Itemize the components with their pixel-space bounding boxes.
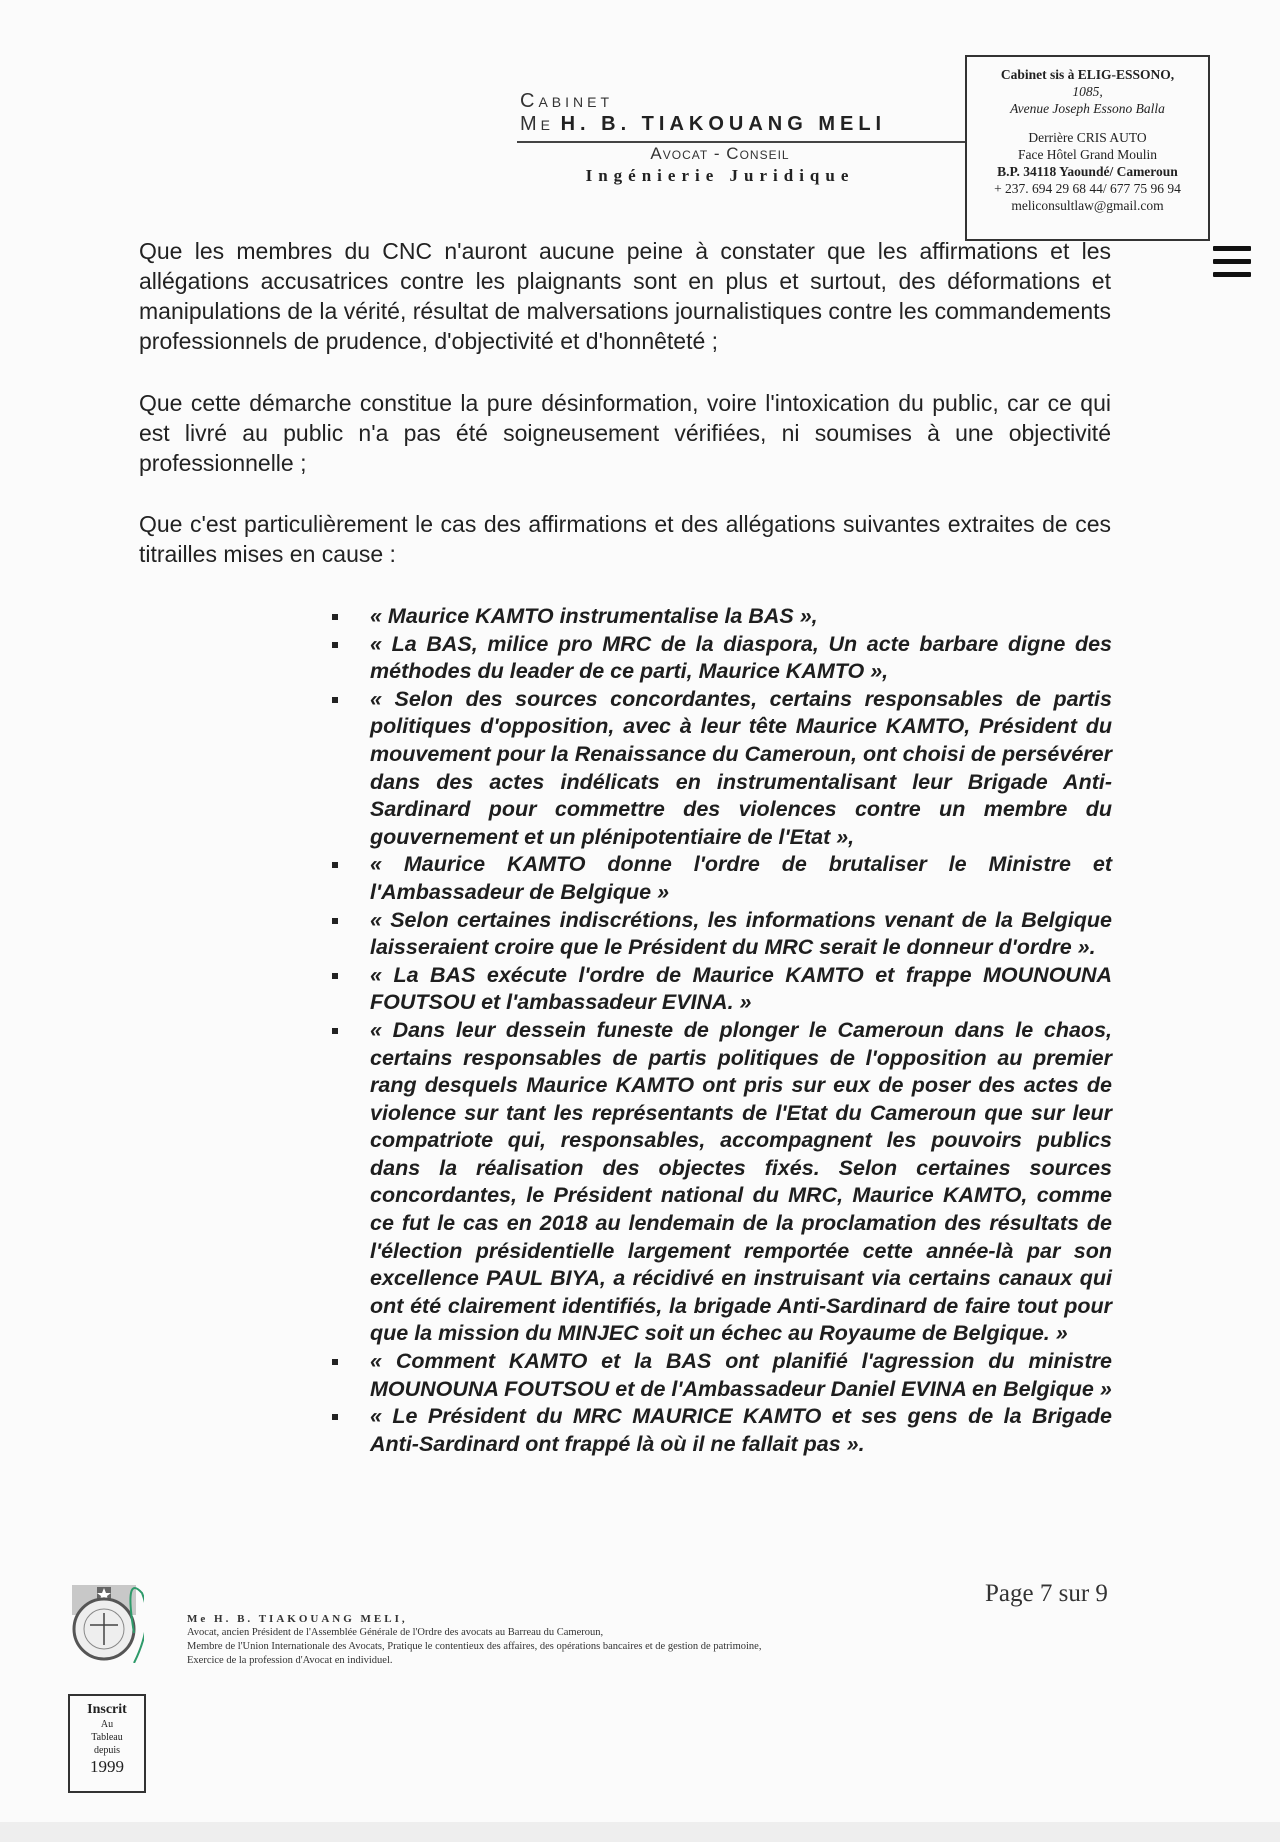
address-line: Face Hôtel Grand Moulin — [1017, 147, 1158, 162]
bar-seal-icon — [64, 1583, 144, 1663]
registration-label: Au — [100, 1719, 114, 1730]
footer-line: Exercice de la profession d'Avocat en individuel. — [187, 1655, 393, 1666]
email-line: meliconsultlaw@gmail.com — [1011, 198, 1164, 213]
footer-name: Me H. B. TIAKOUANG MELI, — [187, 1613, 408, 1625]
address-line: B.P. 34118 Yaoundé/ Cameroun — [997, 164, 1178, 179]
name-text: H. B. TIAKOUANG MELI — [560, 113, 887, 135]
address-line: 1085, — [1072, 84, 1103, 99]
quote-item: « La BAS, milice pro MRC de la diaspora, Un acte barbare digne des méthodes du leader de ce parti, Maurice KAMTO », — [330, 631, 1112, 686]
paragraph: Que les membres du CNC n'auront aucune peine à constater que les affirmations et les allégations accusatrices contre les plaignants sont en plus et surtout, des déformations et manipulations de la vérité, résultat de malversations journalistiques contre les commandements professionnels de prudence, d'objectivité et d'honnêteté ; — [139, 238, 1111, 354]
address-box — [965, 55, 1210, 241]
paragraph: Que c'est particulièrement le cas des affirmations et des allégations suivantes extraites de ces titrailles mises en cause : — [139, 511, 1111, 567]
footer-line: Membre de l'Union Internationale des Avocats, Pratique le contentieux des affaires, des opérations bancaires et de gestion de patrimoine, — [187, 1641, 762, 1652]
header-rule — [517, 141, 967, 143]
registration-year: 1999 — [90, 1757, 124, 1776]
lawyer-name — [520, 113, 930, 136]
cabinet-label: Cabinet — [520, 90, 614, 112]
address-line: Cabinet sis à ELIG-ESSONO, — [1000, 67, 1175, 82]
page-number: Page 7 sur 9 — [985, 1580, 1108, 1607]
phone-line: + 237. 694 29 68 44/ 677 75 96 94 — [994, 181, 1181, 196]
quote-list — [330, 603, 1112, 1458]
letterhead-title — [520, 90, 930, 136]
registration-label: Inscrit — [87, 1702, 127, 1717]
paragraph: Que cette démarche constitue la pure désinformation, voire l'intoxication du public, car ce qui est livré au public n'a pas été soigneusement vérifiées, ni soumises à une objectivité professionnelle ; — [139, 390, 1111, 476]
registration-label: depuis — [93, 1745, 121, 1756]
role-label: Avocat - Conseil — [650, 144, 790, 163]
quote-item: « Selon certaines indiscrétions, les informations venant de la Belgique laisseraient croire que le Président du MRC serait le donneur d'ordre ». — [330, 907, 1112, 962]
footer-line: Avocat, ancien Président de l'Assemblée Générale de l'Ordre des avocats au Barreau du Cameroun, — [187, 1627, 604, 1638]
quote-item: « Maurice KAMTO instrumentalise la BAS », — [330, 603, 1112, 631]
quote-item: « Le Président du MRC MAURICE KAMTO et ses gens de la Brigade Anti-Sardinard ont frappé là où il ne fallait pas ». — [330, 1403, 1112, 1458]
specialty-label: Ingénierie Juridique — [585, 166, 855, 185]
address-line: Derrière CRIS AUTO — [1028, 130, 1147, 145]
quote-item: « Dans leur dessein funeste de plonger le Cameroun dans le chaos, certains responsables de partis politiques de l'opposition au premier rang desquels Maurice KAMTO ont pris sur eux de poser des actes de violence sur tant les représentants de l'Etat du Cameroun que sur leur compatriote qui, responsables, accompagnent les pouvoirs publics dans la réalisation des objectes fixés. Selon certaines sources concordantes, le Président national du MRC, Maurice KAMTO, comme ce fut le cas en 2018 au lendemain de la proclamation des résultats de l'élection présidentielle largement remportée cette année-là par son excellence PAUL BIYA, a récidivé en instruisant via certains canaux qui ont été clairement identifiés, la brigade Anti-Sardinard de faire tout pour que la mission du MINJEC soit un échec au Royaume de Belgique. » — [330, 1017, 1112, 1348]
quote-item: « La BAS exécute l'ordre de Maurice KAMTO et frappe MOUNOUNA FOUTSOU et l'ambassadeur EVINA. » — [330, 962, 1112, 1017]
name-prefix: Me — [520, 113, 554, 135]
bottom-edge — [0, 1822, 1280, 1842]
menu-icon[interactable] — [1213, 246, 1251, 282]
address-line: Avenue Joseph Essono Balla — [1010, 101, 1165, 116]
quote-item: « Selon des sources concordantes, certains responsables de partis politiques d'opposition, avec à leur tête Maurice KAMTO, Président du mouvement pour la Renaissance du Cameroun, ont choisi de persévérer dans des actes indélicats en instrumentalisant leur Brigade Anti-Sardinard pour commettre des violences contre un membre du gouvernement et un plénipotentiaire de l'Etat », — [330, 686, 1112, 852]
registration-label: Tableau — [91, 1732, 123, 1743]
registration-box — [68, 1694, 146, 1793]
quote-item: « Maurice KAMTO donne l'ordre de brutaliser le Ministre et l'Ambassadeur de Belgique » — [330, 851, 1112, 906]
footer-credentials — [187, 1612, 761, 1668]
quote-item: « Comment KAMTO et la BAS ont planifié l'agression du ministre MOUNOUNA FOUTSOU et de l'Ambassadeur Daniel EVINA en Belgique » — [330, 1348, 1112, 1403]
